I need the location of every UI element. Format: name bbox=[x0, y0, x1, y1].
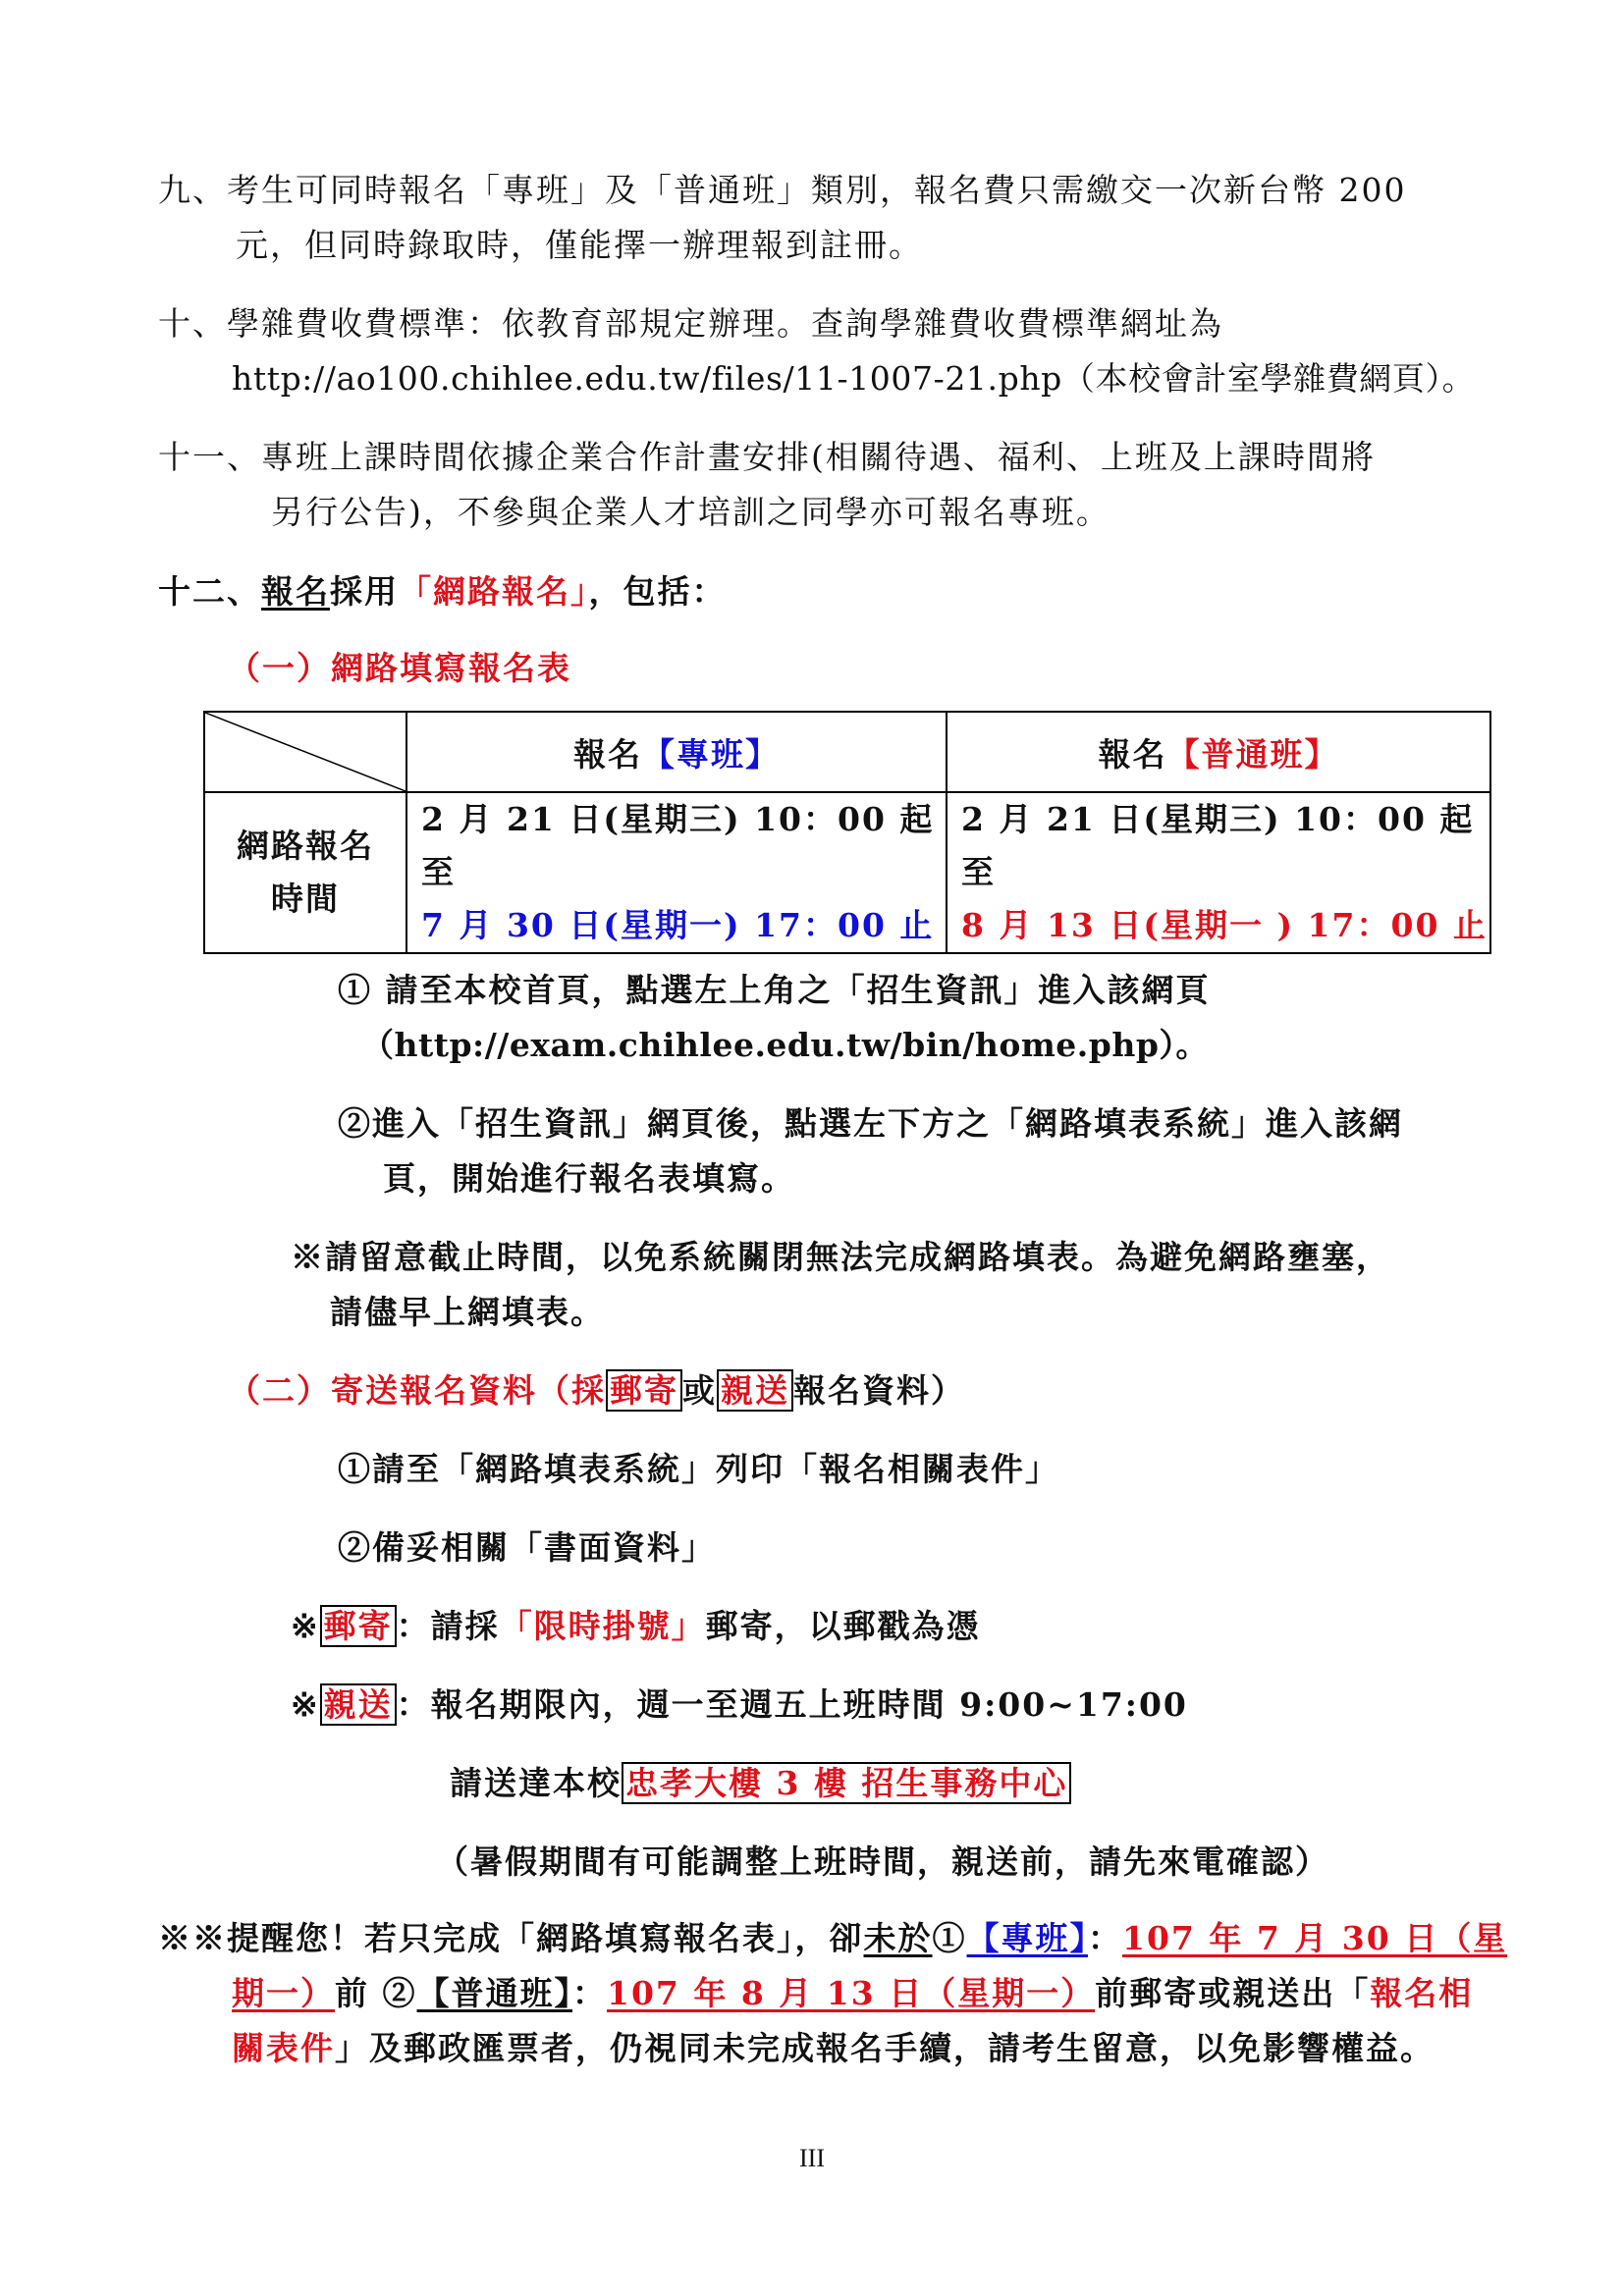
reminder-l1-underlined: 未於 bbox=[863, 1919, 933, 1957]
special-end: 7 月 30 日(星期一) 17：00 止 bbox=[421, 906, 935, 944]
item-11-line-2: 另行公告)，不參與企業人才培訓之同學亦可報名專班。 bbox=[271, 493, 1110, 531]
row-label-line-2: 時間 bbox=[271, 880, 340, 918]
reminder-l1-red: 107 年 7 月 30 日（星 bbox=[1122, 1919, 1508, 1957]
special-time-cell bbox=[406, 792, 947, 953]
sub-2-or: 或 bbox=[682, 1371, 717, 1410]
note-1-line-2: 請儘早上網填表。 bbox=[330, 1293, 605, 1331]
diagonal-corner-cell bbox=[204, 712, 406, 792]
item-9-line-1: 九、考生可同時報名「專班」及「普通班」類別，報名費只需繳交一次新台幣 200 bbox=[158, 171, 1407, 209]
header-general-tag: 【普通班】 bbox=[1166, 734, 1339, 774]
mail-note-a: ：請採 bbox=[396, 1607, 500, 1645]
reminder-l2-a: 前 ② bbox=[335, 1974, 417, 2012]
mail-note-box: 郵寄 bbox=[320, 1605, 397, 1647]
item-10-line-2: http://ao100.chihlee.edu.tw/files/11-1007-21.php（本校會計室學雜費網頁）。 bbox=[232, 359, 1476, 398]
sub-2-step-2: ②備妥相關「書面資料」 bbox=[338, 1528, 716, 1567]
reminder-l1-b: ① bbox=[932, 1919, 967, 1957]
header-special-prefix: 報名 bbox=[573, 734, 642, 774]
hand-note-box: 親送 bbox=[320, 1683, 397, 1726]
reminder-l2-c: ： bbox=[572, 1974, 607, 2012]
item-12-mid: 採用 bbox=[330, 572, 399, 611]
page-number: III bbox=[799, 2144, 825, 2172]
row-label-cell bbox=[204, 792, 406, 953]
summer-note: （暑假期間有可能調整上班時間，親送前，請先來電確認） bbox=[436, 1842, 1329, 1881]
hand-note bbox=[291, 1678, 1188, 1733]
reminder-l1-c: ： bbox=[1088, 1919, 1122, 1957]
header-general-class bbox=[947, 712, 1490, 792]
hand-note-a: ：報名期限內，週一至週五上班時間 9:00~17:00 bbox=[396, 1685, 1188, 1724]
item-12-red: 「網路報名」 bbox=[399, 572, 589, 611]
step-2-line-2: 頁，開始進行報名表填寫。 bbox=[383, 1159, 795, 1198]
general-end: 8 月 13 日(星期一 ) 17：00 止 bbox=[961, 906, 1488, 944]
item-12-underlined: 報名 bbox=[261, 572, 330, 611]
reminder-l2-d: 前郵寄或親送出「 bbox=[1095, 1974, 1371, 2012]
item-12-suffix: ，包括： bbox=[588, 572, 727, 611]
sub-2-title bbox=[228, 1363, 965, 1418]
item-12-prefix: 十二、 bbox=[158, 572, 261, 611]
header-special-tag: 【專班】 bbox=[642, 734, 780, 774]
sub-1-title: （一）網路填寫報名表 bbox=[228, 649, 571, 687]
mail-note-red: 「限時掛號」 bbox=[499, 1607, 706, 1645]
step-1-line-2: （http://exam.chihlee.edu.tw/bin/home.php）。 bbox=[361, 1026, 1209, 1064]
deliver-location-box: 忠孝大樓 3 樓 招生事務中心 bbox=[622, 1762, 1071, 1804]
reminder-line-2 bbox=[232, 1966, 1473, 2021]
step-1-line-1: ① 請至本校首頁，點選左上角之「招生資訊」進入該網頁 bbox=[338, 971, 1211, 1009]
special-start: 2 月 21 日(星期三) 10：00 起至 bbox=[421, 800, 935, 891]
item-10-line-1: 十、學雜費收費標準：依教育部規定辦理。查詢學雜費收費標準網址為 bbox=[158, 304, 1223, 343]
item-12-heading bbox=[158, 564, 727, 619]
reminder-l3-a: 」及郵政匯票者，仍視同未完成報名手續，請考生留意，以免影響權益。 bbox=[335, 2029, 1435, 2067]
reminder-line-1 bbox=[158, 1911, 1507, 1966]
reminder-l1-blue: 【專班】 bbox=[966, 1919, 1088, 1957]
reminder-l3-red: 關表件 bbox=[232, 2029, 335, 2067]
reminder-l2-red2: 107 年 8 月 13 日（星期一） bbox=[607, 1974, 1096, 2012]
deliver-line bbox=[450, 1756, 1071, 1811]
sub-2-step-1: ①請至「網路填表系統」列印「報名相關表件」 bbox=[338, 1450, 1059, 1488]
row-label-line-1: 網路報名 bbox=[237, 827, 374, 865]
step-2-line-1: ②進入「招生資訊」網頁後，點選左下方之「網路填表系統」進入該網 bbox=[338, 1104, 1403, 1143]
mail-note bbox=[291, 1599, 981, 1654]
reminder-line-3 bbox=[232, 2021, 1435, 2076]
mail-note-mark: ※ bbox=[291, 1607, 320, 1645]
note-1-line-1: ※請留意截止時間，以免系統關閉無法完成網路填表。為避免網路壅塞， bbox=[291, 1238, 1390, 1276]
registration-table bbox=[203, 711, 1491, 954]
item-11-line-1: 十一、專班上課時間依據企業合作計畫安排(相關待遇、福利、上班及上課時間將 bbox=[158, 438, 1376, 476]
deliver-a: 請送達本校 bbox=[450, 1764, 622, 1802]
reminder-l2-red: 期一） bbox=[232, 1974, 335, 2012]
hand-note-mark: ※ bbox=[291, 1685, 320, 1724]
sub-2-mail-box: 郵寄 bbox=[606, 1369, 682, 1412]
reminder-l1-a: ※※提醒您！若只完成「網路填寫報名表」，卻 bbox=[158, 1919, 864, 1957]
sub-2-hand-box: 親送 bbox=[717, 1369, 793, 1412]
reminder-l2-b: 【普通班】 bbox=[416, 1974, 572, 2012]
item-9-line-2: 元，但同時錄取時，僅能擇一辦理報到註冊。 bbox=[236, 226, 923, 264]
general-start: 2 月 21 日(星期三) 10：00 起至 bbox=[961, 800, 1475, 891]
diagonal-line bbox=[205, 713, 406, 791]
general-time-cell bbox=[947, 792, 1490, 953]
header-general-prefix: 報名 bbox=[1098, 734, 1167, 774]
sub-2-title-a: （二）寄送報名資料（採 bbox=[228, 1371, 606, 1410]
mail-note-b: 郵寄，以郵戳為憑 bbox=[705, 1607, 981, 1645]
reminder-l2-red3: 報名相 bbox=[1370, 1974, 1474, 2012]
sub-2-title-b: 報名資料） bbox=[793, 1371, 965, 1410]
header-special-class bbox=[406, 712, 947, 792]
